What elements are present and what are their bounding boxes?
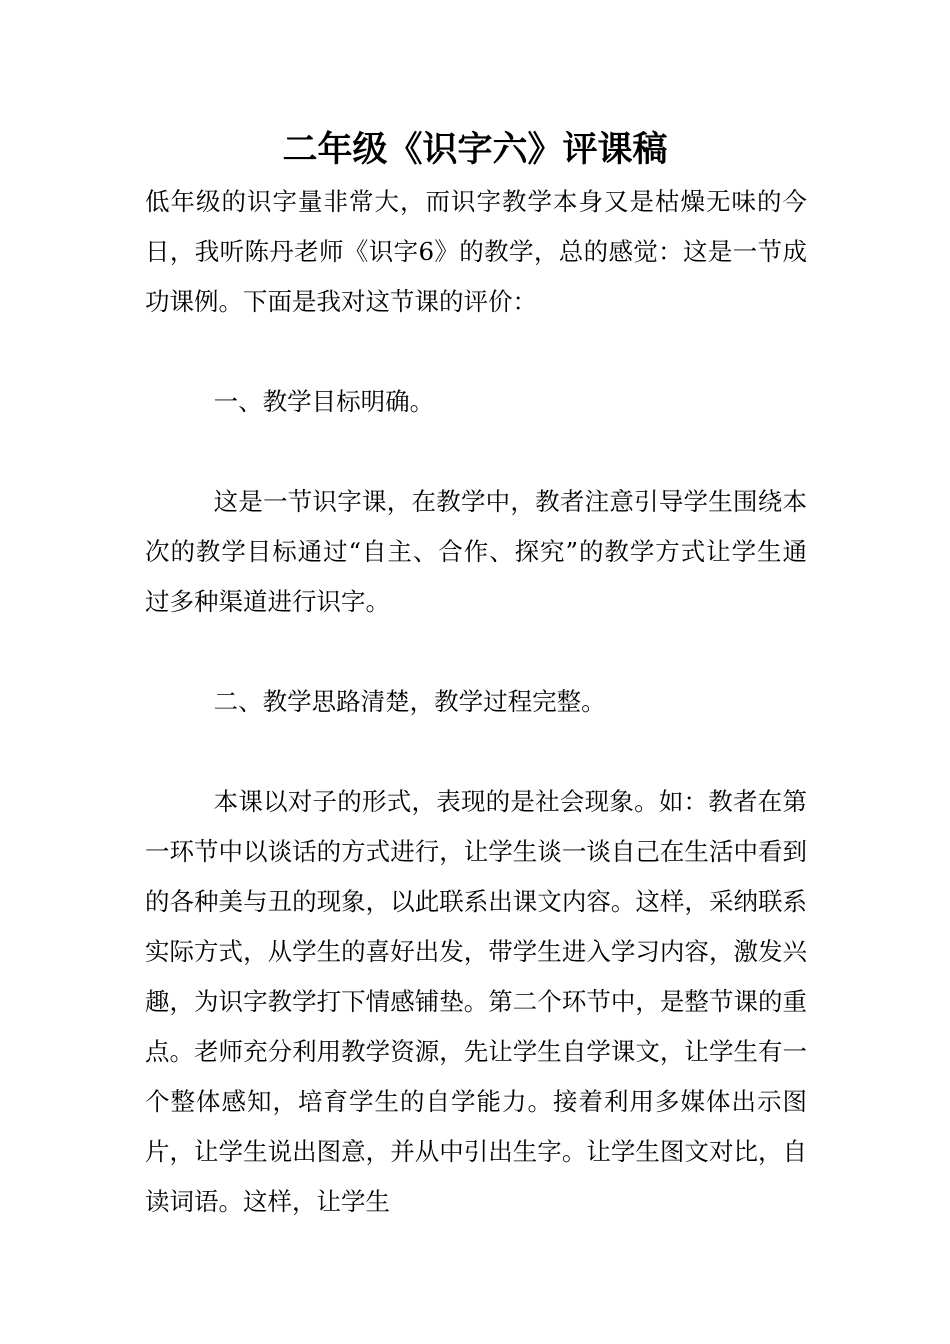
paragraph-gap — [145, 627, 807, 677]
section-heading-2: 二、教学思路清楚，教学过程完整。 — [213, 687, 606, 716]
section-2-paragraph: 本课以对子的形式，表现的是社会现象。如：教者在第一环节中以谈话的方式进行，让学生谈一谈自己在生活中看到的各种美与丑的现象，以此联系出课文内容。这样，采纳联系实际方式，从学生的喜好出发，带学生进入学习内容，激发兴趣，为识字教学打下情感铺垫。第二个环节中，是整节课的重点。老师充分利用教学资源，先让学生自学课文，让学生有一个整体感知，培育学生的自学能力。接着利用多媒体出示图片，让学生说出图意，并从中引出生字。让学生图文对比，自读词语。这样，让学生 — [145, 787, 807, 1216]
section-1-paragraph: 这是一节识字课，在教学中，教者注意引导学生围绕本次的教学目标通过“自主、合作、探究”的教学方式让学生通过多种渠道进行识字。 — [145, 487, 807, 616]
paragraph-gap — [145, 427, 807, 477]
document-title: 二年级《识字六》评课稿 — [282, 130, 668, 170]
section-heading-1: 一、教学目标明确。 — [213, 387, 435, 416]
intro-paragraph: 低年级的识字量非常大，而识字教学本身又是枯燥无味的今日，我听陈丹老师《识字6》的教学，总的感觉：这是一节成功课例。下面是我对这节课的评价： — [145, 187, 807, 316]
paragraph-gap — [145, 727, 807, 777]
paragraph-gap — [145, 327, 807, 377]
document-body — [145, 177, 807, 1227]
